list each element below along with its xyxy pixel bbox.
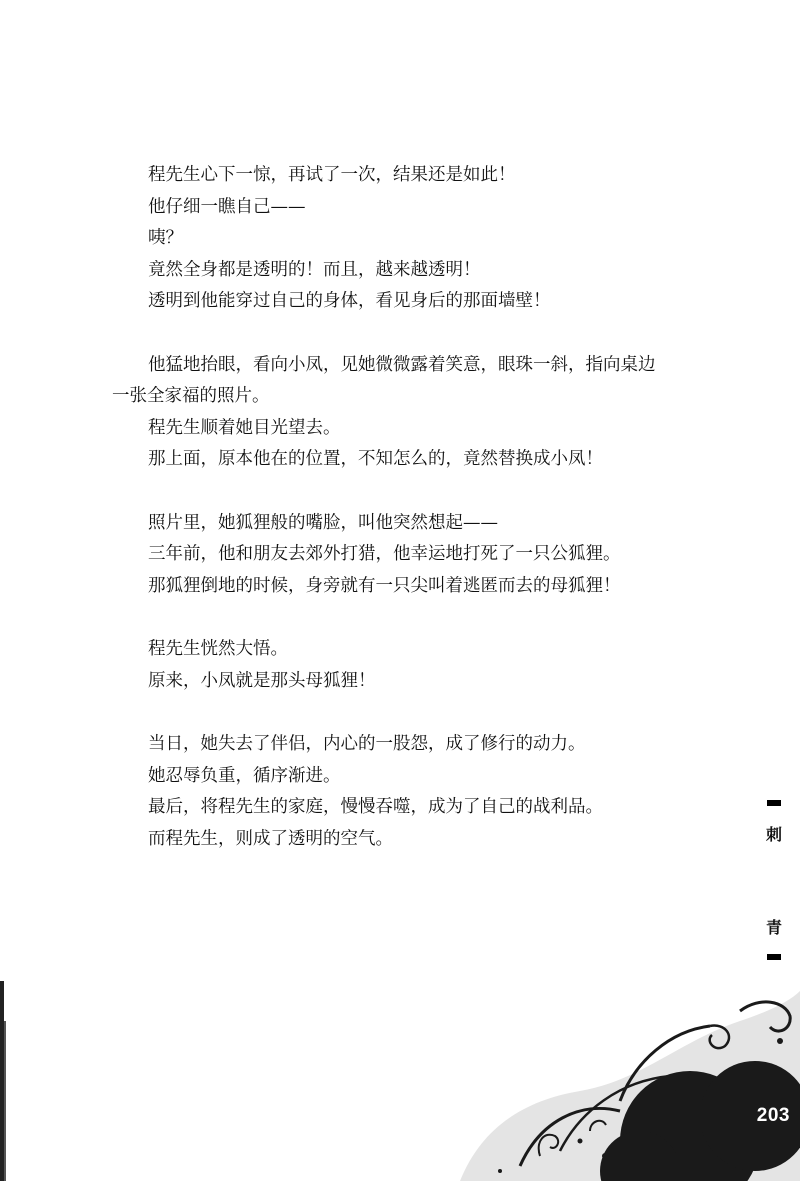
floral-ornament: [440, 981, 800, 1181]
text-line: 那狐狸倒地的时候，身旁就有一只尖叫着逃匿而去的母狐狸！: [148, 575, 621, 596]
text-line: 透明到他能穿过自己的身体，看见身后的那面墙壁！: [148, 291, 551, 311]
text-line: 照片里，她狐狸般的嘴脸，叫他突然想起——: [148, 512, 498, 533]
text-line: 一张全家福的照片。: [112, 386, 270, 406]
paragraph-4: [148, 634, 760, 697]
text-line: 程先生心下一惊，再试了一次，结果还是如此！: [148, 165, 516, 185]
text-line: 咦？: [148, 228, 183, 248]
page-number: 203: [756, 1105, 790, 1126]
text-line: 那上面，原本他在的位置，不知怎么的，竟然替换成小凤！: [148, 449, 603, 469]
text-line: 三年前，他和朋友去郊外打猎，他幸运地打死了一只公狐狸。: [148, 544, 621, 564]
text-line: 最后，将程先生的家庭，慢慢吞噬，成为了自己的战利品。: [148, 797, 603, 817]
body-text: [112, 160, 760, 887]
text-line: 原来，小凤就是那头母狐狸！: [148, 670, 376, 691]
text-line: 而程先生，则成了透明的空气。: [148, 828, 393, 849]
text-line: 当日，她失去了伴侣，内心的一股怨，成了修行的动力。: [148, 734, 586, 754]
text-line: 程先生恍然大悟。: [148, 639, 288, 659]
text-line: 她忍辱负重，循序渐进。: [148, 765, 341, 786]
text-line: 竟然全身都是透明的！而且，越来越透明！: [148, 259, 481, 280]
bracket-top: [767, 800, 781, 806]
running-title: [762, 800, 786, 980]
text-line: 程先生顺着她目光望去。: [148, 417, 341, 438]
running-title-char: 青: [765, 918, 782, 937]
text-line: 他仔细一瞧自己——: [148, 196, 306, 217]
paragraph-5: [148, 729, 760, 855]
running-title-char: 刺: [765, 825, 782, 844]
paragraph-2: [112, 350, 760, 476]
bracket-bottom: [767, 954, 781, 960]
text-line: 他猛地抬眼，看向小凤，见她微微露着笑意，眼珠一斜，指向桌边: [148, 354, 656, 375]
paragraph-1: [148, 160, 760, 318]
paragraph-3: [148, 508, 760, 603]
page-edge-decoration: [0, 961, 8, 1181]
